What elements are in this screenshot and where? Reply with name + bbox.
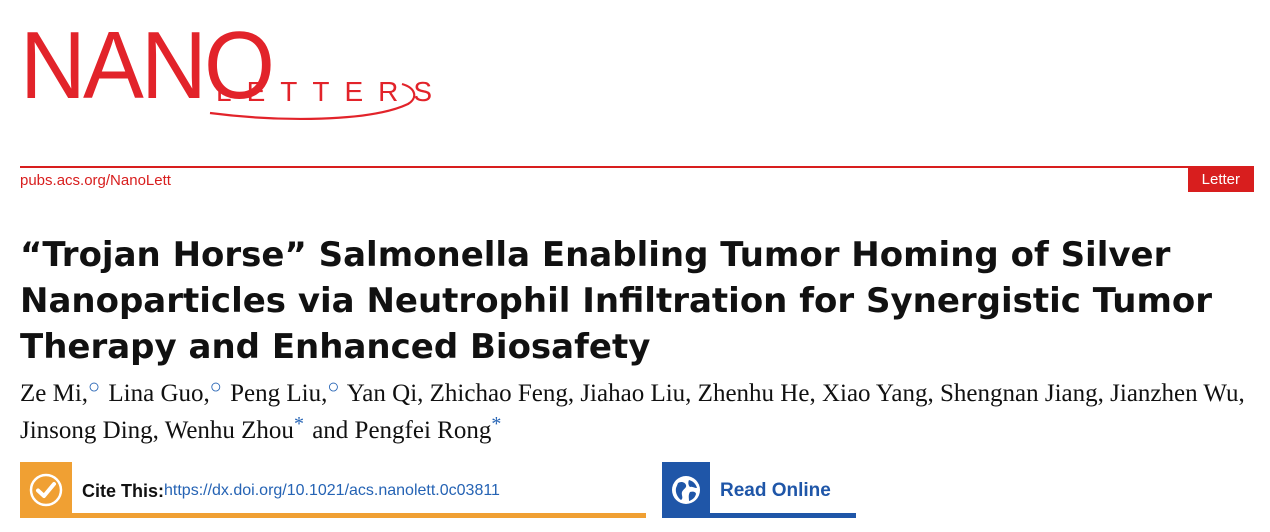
journal-url-link[interactable]: pubs.acs.org/NanoLett [20,172,171,189]
author-separator: , [685,380,692,407]
author-name[interactable]: Peng Liu [230,380,322,407]
journal-logo[interactable] [20,12,448,128]
checkmark-icon [20,462,72,518]
author-name[interactable]: Zhichao Feng [429,380,568,407]
author-separator: , [203,380,210,407]
corresponding-author-mark[interactable]: * [491,413,502,435]
author-separator: , [1238,380,1245,407]
author-name[interactable]: Jianzhen Wu [1110,380,1239,407]
author-separator: , [152,417,159,444]
author-separator: , [809,380,816,407]
author-separator: , [567,380,575,407]
equal-contribution-mark[interactable]: ○ [88,376,101,398]
author-separator: , [1097,380,1104,407]
doi-link[interactable]: https://dx.doi.org/10.1021/acs.nanolett.0c03811 [164,482,500,499]
author-separator: , [81,380,89,407]
read-online-button[interactable] [662,462,856,518]
logo-letters-text: LETTERS [216,76,448,107]
cite-this-bar[interactable] [20,462,646,518]
equal-contribution-mark[interactable]: ○ [327,376,340,398]
read-online-label: Read Online [720,480,831,501]
author-list [20,376,1250,450]
author-name[interactable]: Lina Guo [108,380,204,407]
author-name[interactable]: Zhenhu He [697,380,810,407]
equal-contribution-mark[interactable]: ○ [209,376,222,398]
article-type-badge: Letter [1188,168,1254,192]
article-title: “Trojan Horse” Salmonella Enabling Tumor Homing of Silver Nanoparticles via Neutrophil Infiltration for Synergistic Tumor Therapy and Enhanced Biosafety [20,235,1213,367]
logo-nano-text: NANO [20,12,273,119]
author-name[interactable]: Jiahao Liu [580,380,686,407]
corresponding-author-mark[interactable]: * [293,413,304,435]
author-name[interactable]: and Pengfei Rong [312,417,492,444]
author-separator: , [417,380,424,407]
header-rule [20,166,1254,168]
author-name[interactable]: Yan Qi [346,380,418,407]
author-separator: , [321,380,328,407]
author-name[interactable]: Shengnan Jiang [940,380,1098,407]
author-separator: , [927,380,934,407]
globe-icon [662,462,710,518]
cite-this-label: Cite This: [82,481,165,501]
author-name[interactable]: Wenhu Zhou [164,417,294,444]
author-name[interactable]: Jinsong Ding [20,417,153,444]
author-name[interactable]: Xiao Yang [821,380,928,407]
author-name[interactable]: Ze Mi [20,380,82,407]
